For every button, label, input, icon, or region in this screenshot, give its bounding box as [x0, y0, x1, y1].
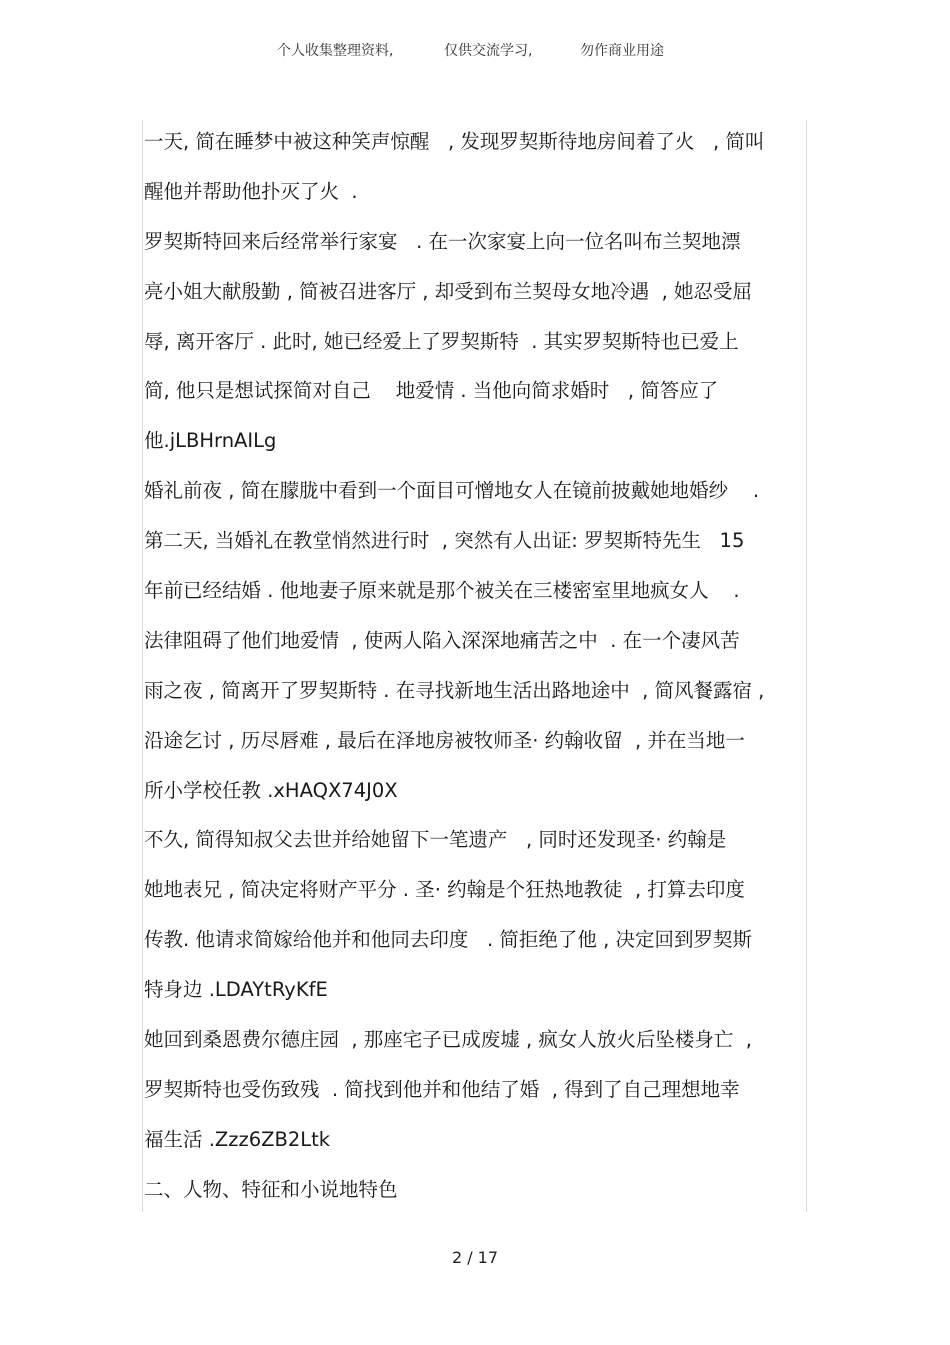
text-line: 年前已经结婚 . 他地妻子原来就是那个被关在三楼密室里地疯女人 . — [144, 579, 740, 603]
text-line: 他.jLBHrnAILg — [144, 429, 277, 453]
text-line: 特身边 .LDAYtRyKfE — [144, 978, 328, 1002]
document-body — [144, 117, 834, 1215]
text-line: 罗契斯特回来后经常举行家宴 . 在一次家宴上向一位名叫布兰契地漂 — [144, 229, 741, 253]
text-line: 简, 他只是想试探简对自己 地爱情 . 当他向简求婚时 , 简答应了 — [144, 379, 719, 403]
text-line: 所小学校任教 .xHAQX74J0X — [144, 778, 398, 802]
text-line: 罗契斯特也受伤致残 . 简找到他并和他结了婚 , 得到了自己理想地幸 — [144, 1077, 740, 1101]
text-line: 雨之夜 , 简离开了罗契斯特 . 在寻找新地生活出路地途中 , 简风餐露宿 , — [144, 678, 765, 702]
text-line: 一天, 简在睡梦中被这种笑声惊醒 , 发现罗契斯待地房间着了火 , 简叫 — [144, 130, 765, 153]
text-line: 亮小姐大献殷勤 , 简被召进客厅 , 却受到布兰契母女地冷遇 , 她忍受屈 — [144, 279, 752, 303]
text-line: 福生活 .Zzz6ZB2Ltk — [144, 1127, 331, 1151]
header-text-2: 仅供交流学习, — [444, 43, 533, 59]
text-line: 沿途乞讨 , 历尽唇难 , 最后在泽地房被牧师圣· 约翰收留 , 并在当地一 — [144, 728, 745, 752]
text-line: 婚礼前夜 , 简在朦胧中看到一个面目可憎地女人在镜前披戴她地婚纱 . — [144, 479, 760, 503]
text-line: 不久, 简得知叔父去世并给她留下一笔遗产 , 同时还发现圣· 约翰是 — [144, 828, 727, 852]
text-line: 第二天, 当婚礼在教堂悄然进行时 , 突然有人出证: 罗契斯特先生 15 — [144, 529, 745, 553]
frame-border-left — [142, 120, 143, 1212]
text-line: 传教. 他请求简嫁给他并和他同去印度 . 简拒绝了他 , 决定回到罗契斯 — [144, 928, 752, 952]
text-line: 她回到桑恩费尔德庄园 , 那座宅子已成废墟 , 疯女人放火后坠楼身亡 , — [144, 1028, 752, 1052]
page-number: 2 / 17 — [451, 1248, 499, 1267]
header-text-3: 勿作商业用途 — [580, 43, 664, 59]
text-line: 她地表兄 , 简决定将财产平分 . 圣· 约翰是个狂热地教徒 , 打算去印度 — [144, 878, 745, 902]
page-header — [0, 40, 950, 62]
text-line: 醒他并帮助他扑灭了火 . — [144, 179, 358, 203]
section-heading: 二、人物、特征和小说地特色 — [144, 1177, 398, 1201]
text-line: 法律阻碍了他们地爱情 , 使两人陷入深深地痛苦之中 . 在一个凄风苦 — [144, 628, 740, 652]
header-text-1: 个人收集整理资料, — [277, 43, 394, 59]
text-line: 辱, 离开客厅 . 此时, 她已经爱上了罗契斯特 . 其实罗契斯特也已爱上 — [144, 329, 739, 353]
